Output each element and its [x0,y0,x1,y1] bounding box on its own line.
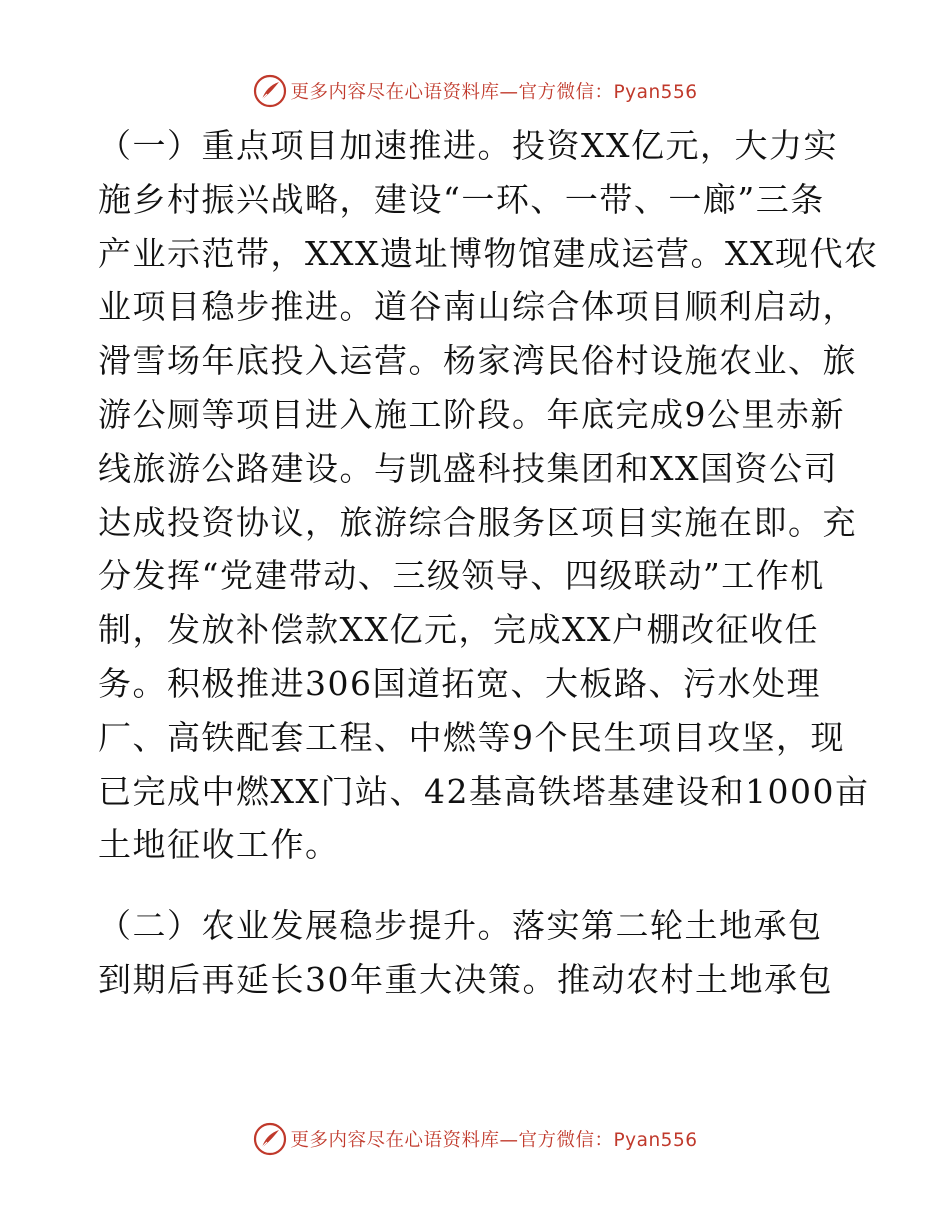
text-line: 业项目稳步推进。道谷南山综合体项目顺利启动， [98,287,857,327]
text-line: 线旅游公路建设。与凯盛科技集团和XX国资公司 [98,448,838,488]
paragraph-1 [98,119,879,872]
text-line: 施乡村振兴战略，建设“一环、一带、一廊”三条 [98,179,825,219]
text-line: 务。积极推进306国道拓宽、大板路、污水处理 [98,663,821,703]
text-line: 分发挥“党建带动、三级领导、四级联动”工作机 [98,556,825,596]
text-line: 已完成中燃XX门站、42基高铁塔基建设和1000亩 [98,771,870,811]
footer-watermark [0,1117,950,1161]
document-body [98,119,879,1007]
header-watermark [0,69,950,113]
text-line: 游公厕等项目进入施工阶段。年底完成9公里赤新 [98,394,845,434]
text-line: 厂、高铁配套工程、中燃等9个民生项目攻坚，现 [98,717,845,757]
text-line: 到期后再延长30年重大决策。推动农村土地承包 [98,959,833,999]
watermark-text: 更多内容尽在心语资料库—官方微信：Pyan556 [290,82,698,103]
text-line: 滑雪场年底投入运营。杨家湾民俗村设施农业、旅 [98,341,857,381]
text-line: （一）重点项目加速推进。投资XX亿元，大力实 [98,126,838,165]
paragraph-2 [98,899,858,1007]
paragraph-spacer [98,872,858,899]
text-line: 制，发放补偿款XX亿元，完成XX户棚改征收任 [98,610,819,650]
feather-pen-logo-icon [253,1122,287,1156]
text-line: （二）农业发展稳步提升。落实第二轮土地承包 [98,906,823,946]
text-line: 达成投资协议，旅游综合服务区项目实施在即。充 [98,502,857,542]
feather-pen-logo-icon [253,74,287,108]
text-line: 土地征收工作。 [98,825,340,865]
watermark-text: 更多内容尽在心语资料库—官方微信：Pyan556 [290,1130,698,1151]
text-line: 产业示范带，XXX遗址博物馆建成运营。XX现代农 [98,233,879,273]
